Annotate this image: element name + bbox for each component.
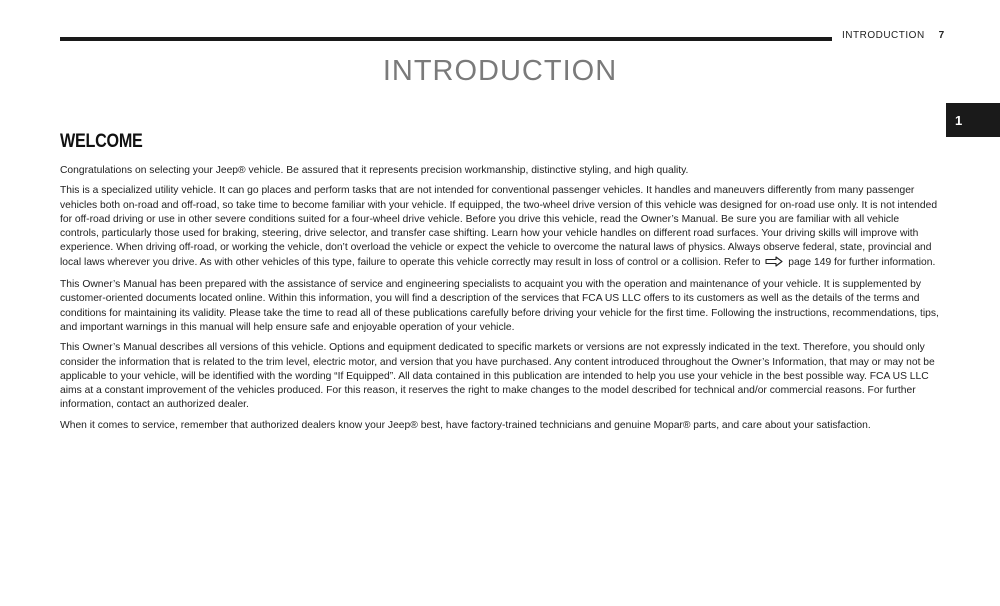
running-head-section: INTRODUCTION <box>842 30 925 41</box>
paragraph-4: This Owner’s Manual describes all versions of this vehicle. Options and equipment dedicated to specific markets or versions are not expressly indicated in the text. Therefore, you should only consider the information that is related to the trim level, electric motor, and version that you have purchased. Any content introduced throughout the Owner’s Information, that may or may not be applicable to your vehicle, will be identified with the wording “If Equipped”. All data contained in this publication are intended to help you use your vehicle in the best possible way. FCA US LLC aims at a constant improvement of the vehicles produced. For this reason, it reserves the right to make changes to the model described for technical and/or commercial reasons. For further information, contact an authorized dealer. <box>60 342 935 411</box>
chapter-tab[interactable] <box>946 103 1000 137</box>
section-title: WELCOME <box>60 131 143 152</box>
paragraph-2 <box>60 184 940 272</box>
paragraph-5: When it comes to service, remember that authorized dealers know your Jeep® best, have factory-trained technicians and genuine Mopar® parts, and care about your satisfaction. <box>60 419 871 431</box>
chapter-tab-number: 1 <box>955 112 963 128</box>
paragraph-3: This Owner’s Manual has been prepared with the assistance of service and engineering specialists to acquaint you with the operation and maintenance of your vehicle. It is supplemented by customer-oriented documents located online. Within this information, you will find a description of the services that FCA US LLC offers to its customers as well as the details of the terms and conditions for maintaining its validity. Please take the time to read all of these publications carefully before driving your vehicle for the first time. Following the instructions, recommendations, tips, and important warnings in this manual will help ensure safe and enjoyable operation of your vehicle. <box>60 279 939 333</box>
page-reference-link[interactable]: page 149 for further information. <box>788 256 936 268</box>
paragraph-2-text: This is a specialized utility vehicle. It can go places and perform tasks that are not intended for conventional passenger vehicles. It handles and maneuvers differently from many passenger vehicles both on-road and off-road, so take time to become familiar with your vehicle. If equipped, the two-wheel drive version of this vehicle was designed for on-road use only. It is not intended for off-road driving or use in other severe conditions suited for a four-wheel drive vehicle. Before you drive this vehicle, read the Owner’s Manual. Be sure you are familiar with all vehicle controls, particularly those used for braking, steering, drive selector, and transfer case shifting. Learn how your vehicle handles on different road surfaces. Your driving skills will improve with experience. When driving off-road, or working the vehicle, don’t overload the vehicle or expect the vehicle to overcome the natural laws of physics. Always observe federal, state, provincial and local laws wherever you drive. As with other vehicles of this type, failure to operate this vehicle correctly may result in loss of control or a collision. Refer to <box>60 185 938 268</box>
right-arrow-icon <box>765 256 783 272</box>
header-rule <box>60 37 832 41</box>
page-number: 7 <box>938 30 945 41</box>
paragraph-1: Congratulations on selecting your Jeep® vehicle. Be assured that it represents precision workmanship, distinctive styling, and high quality. <box>60 165 689 176</box>
body-text <box>60 164 940 439</box>
chapter-title: INTRODUCTION <box>382 55 618 87</box>
running-head <box>842 30 945 41</box>
